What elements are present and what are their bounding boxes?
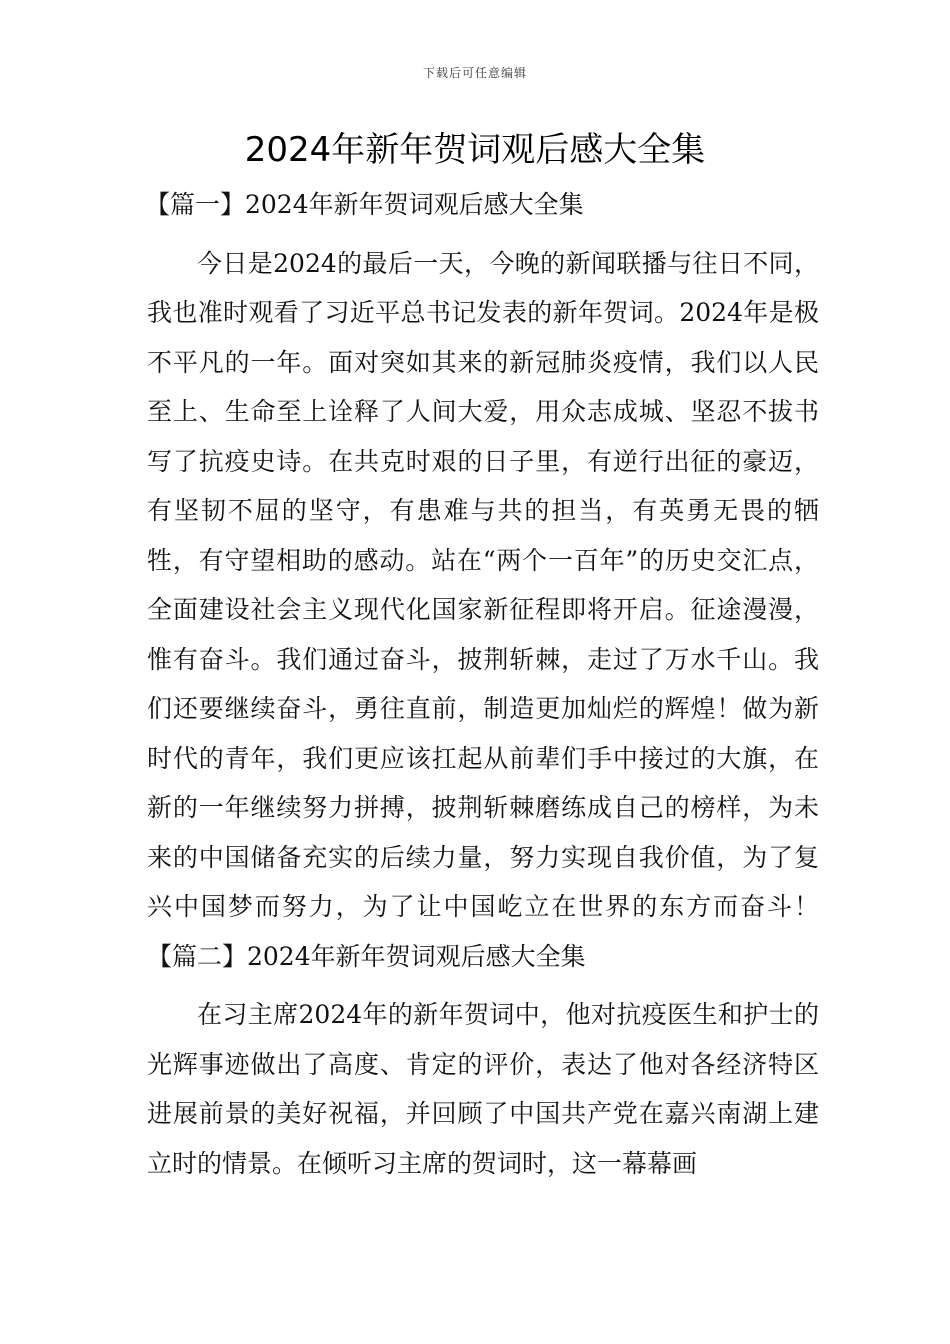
spacer (147, 230, 819, 239)
section-paragraph-1-text: 今日是2024的最后一天，今晚的新闻联播与往日不同，我也准时观看了习近平总书记发表的新年贺词。2024年是极不平凡的一年。面对突如其来的新冠肺炎疫情，我们以人民至上、生命至上诠释了人间大爱，用众志成城、坚忍不拔书写了抗疫史诗。在共克时艰的日子里，有逆行出征的豪迈，有坚韧不屈的坚守，有患难与共的担当，有英勇无畏的牺牲，有守望相助的感动。站在“两个一百年”的历史交汇点，全面建设社会主义现代化国家新征程即将开启。征途漫漫，惟有奋斗。我们通过奋斗，披荆斩棘，走过了万水千山。我们还要继续奋斗，勇往直前，制造更加灿烂的辉煌！做为新时代的青年，我们更应该扛起从前辈们手中接过的大旗，在新的一年继续努力拼搏，披荆斩棘磨练成自己的榜样，为未来的中国储备充实的后续力量，努力实现自我价值，为了复兴中国梦而努力，为了让中国屹立在世界的东方而奋斗！ (147, 248, 819, 921)
section-paragraph-2: 在习主席2024年的新年贺词中，他对抗疫医生和护士的光辉事迹做出了高度、肯定的评价，表达了他对各经济特区进展前景的美好祝福，并回顾了中国共产党在嘉兴南湖上建立时的情景。在倾听习主席的贺词时，这一幕幕画 (147, 1000, 819, 1178)
header-note: 下载后可任意编辑 (422, 66, 527, 80)
section-heading-2: 【篇二】2024年新年贺词观后感大全集 (147, 941, 586, 971)
section-heading-1: 【篇一】2024年新年贺词观后感大全集 (145, 190, 584, 219)
section-paragraph-1 (147, 239, 819, 982)
document-title: 2024年新年贺词观后感大全集 (244, 130, 706, 170)
document-body (147, 180, 819, 1188)
spacer (147, 981, 819, 990)
